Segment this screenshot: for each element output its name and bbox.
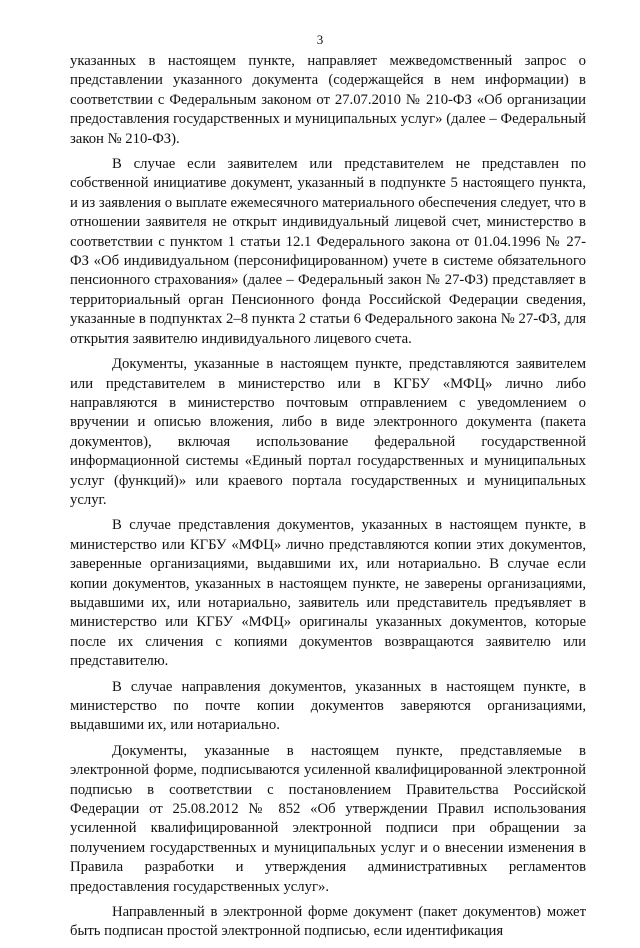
paragraph-postal-submission: В случае направления документов, указанных в настоящем пункте, в министерство по почте копии документов заверяются организациями, выдавшими их, или нотариально. [70, 678, 586, 734]
paragraph-personal-submission: В случае представления документов, указанных в настоящем пункте, в министерство или КГБУ «МФЦ» лично представляются копии этих документов, заверенные организациями, выдавшими их, или нотариально. В случае если копии документов, указанных в настоящем пункте, не заверены организациями, выдавшими их, или нотариально, заявитель или представитель предъявляет в министерство или КГБУ «МФЦ» оригиналы указанных документов, которые после их сличения с копиями документов возвращаются заявителю или представителю. [70, 517, 586, 670]
paragraph-electronic-signature: Документы, указанные в настоящем пункте, представляемые в электронной форме, подписываются усиленной квалифицированной электронной подписью в соответствии с постановлением Правительства Российской Федерации от 25.08.2012 № 852 «Об утверждении Правил использования усиленной квалифицированной электронной подписи при обращении за получением государственных и муниципальных услуг и о внесении изменения в Правила разработки и утверждения административных регламентов предоставления государственных услуг». [70, 742, 586, 895]
paragraph-document-submission: Документы, указанные в настоящем пункте, представляются заявителем или представителем в министерство или в КГБУ «МФЦ» лично либо направляются в министерство почтовым отправлением с уведомлением о вручении и описью вложения, либо в виде электронного документа (пакета документов), включая использование федеральной государственной информационной системы «Единый портал государственных и муниципальных услуг (функций)» или краевого портала государственных и муниципальных услуг. [70, 356, 586, 508]
paragraph-continuation: указанных в настоящем пункте, направляет межведомственный запрос о представлении указанного документа (содержащейся в нем информации) в соответствии с Федеральным законом от 27.07.2010 № 210-ФЗ «Об организации предоставления государственных и муниципальных услуг» (далее – Федеральный закон № 210-ФЗ). [70, 53, 586, 147]
document-body [70, 52, 586, 948]
paragraph-individual-account: В случае если заявителем или представителем не представлен по собственной инициативе документ, указанный в подпункте 5 настоящего пункта, и из заявления о выплате ежемесячного материального обеспечения следует, что в отношении заявителя не открыт индивидуальный лицевой счет, министерство в соответствии с пунктом 1 статьи 12.1 Федерального закона от 01.04.1996 № 27-ФЗ «Об индивидуальном (персонифицированном) учете в системе обязательного пенсионного страхования» (далее – Федеральный закон № 27-ФЗ) представляет в территориальный орган Пенсионного фонда Российской Федерации сведения, указанные в подпунктах 2–8 пункта 2 статьи 6 Федерального закона № 27-ФЗ, для открытия заявителю индивидуального лицевого счета. [70, 156, 586, 347]
paragraph-simple-signature: Направленный в электронной форме документ (пакет документов) может быть подписан простой электронной подписью, если идентификация [70, 904, 586, 940]
page-number: 3 [316, 32, 324, 47]
